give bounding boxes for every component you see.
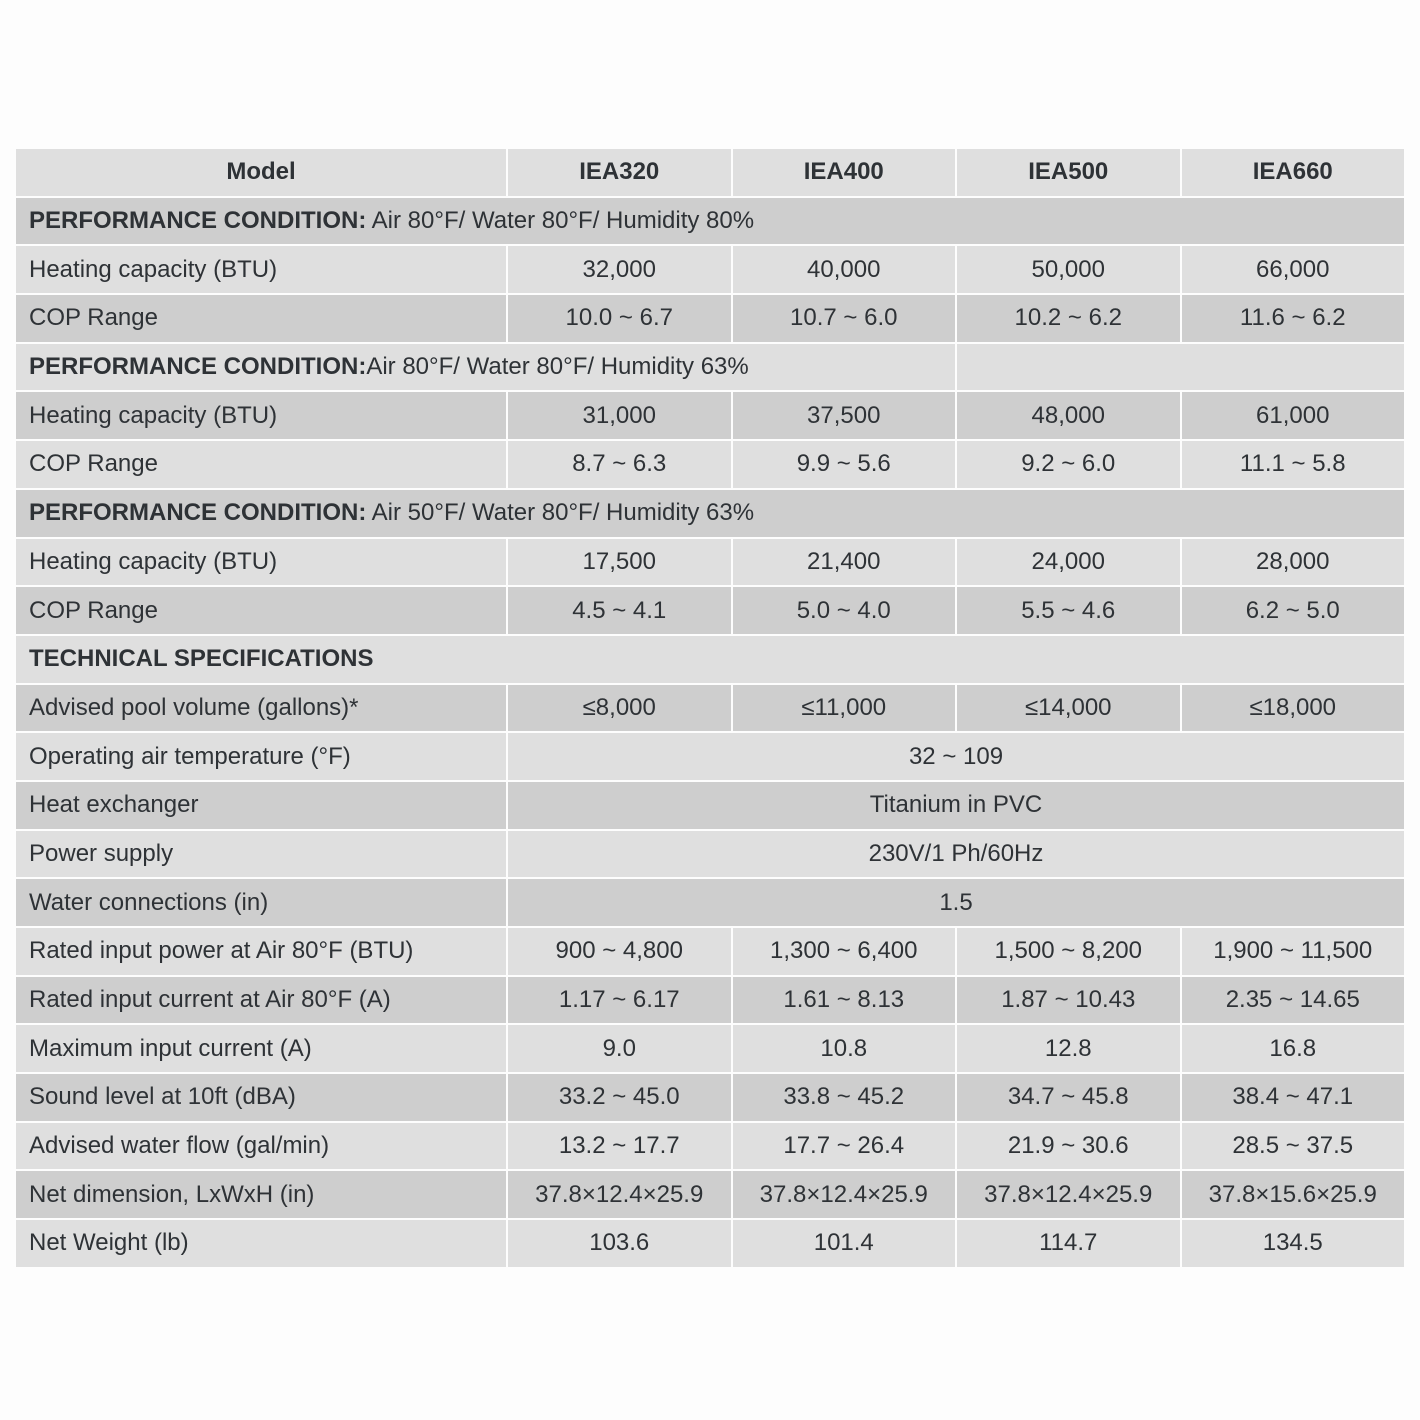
table-cell: 114.7	[956, 1219, 1181, 1268]
row-label: Heating capacity (BTU)	[15, 245, 507, 294]
table-row	[15, 538, 1405, 587]
table-row	[15, 586, 1405, 635]
row-label: COP Range	[15, 440, 507, 489]
table-row	[15, 684, 1405, 733]
table-row	[15, 1219, 1405, 1268]
table-cell: 33.2 ~ 45.0	[507, 1073, 732, 1122]
table-cell: 37.8×15.6×25.9	[1181, 1170, 1406, 1219]
table-cell: 6.2 ~ 5.0	[1181, 586, 1406, 635]
table-cell: 9.9 ~ 5.6	[732, 440, 957, 489]
table-cell: 12.8	[956, 1024, 1181, 1073]
table-cell: 2.35 ~ 14.65	[1181, 976, 1406, 1025]
section-condition-3	[15, 489, 1405, 538]
table-cell: 33.8 ~ 45.2	[732, 1073, 957, 1122]
table-cell: 17,500	[507, 538, 732, 587]
table-row	[15, 927, 1405, 976]
row-label: Heating capacity (BTU)	[15, 538, 507, 587]
table-cell: 50,000	[956, 245, 1181, 294]
row-label: Sound level at 10ft (dBA)	[15, 1073, 507, 1122]
table-cell: 1.61 ~ 8.13	[732, 976, 957, 1025]
table-cell-merged: 32 ~ 109	[507, 732, 1405, 781]
table-cell: 10.7 ~ 6.0	[732, 294, 957, 343]
table-cell: 1,300 ~ 6,400	[732, 927, 957, 976]
table-cell: 24,000	[956, 538, 1181, 587]
row-label: Net Weight (lb)	[15, 1219, 507, 1268]
table-cell-merged: Titanium in PVC	[507, 781, 1405, 830]
row-label: COP Range	[15, 586, 507, 635]
table-row	[15, 1122, 1405, 1171]
table-cell-merged: 230V/1 Ph/60Hz	[507, 830, 1405, 879]
model-iea660-header: IEA660	[1181, 148, 1406, 197]
table-cell: 10.0 ~ 6.7	[507, 294, 732, 343]
row-label: Power supply	[15, 830, 507, 879]
row-label: Advised pool volume (gallons)*	[15, 684, 507, 733]
table-cell: 37.8×12.4×25.9	[732, 1170, 957, 1219]
table-cell: 61,000	[1181, 391, 1406, 440]
section-detail: Air 50°F/ Water 80°F/ Humidity 63%	[366, 499, 755, 527]
table-row	[15, 1170, 1405, 1219]
table-cell: 103.6	[507, 1219, 732, 1268]
row-label: Operating air temperature (°F)	[15, 732, 507, 781]
table-cell: 5.5 ~ 4.6	[956, 586, 1181, 635]
section-row	[15, 489, 1405, 538]
table-cell: 13.2 ~ 17.7	[507, 1122, 732, 1171]
table-cell: 48,000	[956, 391, 1181, 440]
table-cell: 1,500 ~ 8,200	[956, 927, 1181, 976]
table-cell: 101.4	[732, 1219, 957, 1268]
table-cell: 11.6 ~ 6.2	[1181, 294, 1406, 343]
table-cell: 37.8×12.4×25.9	[507, 1170, 732, 1219]
row-label: Heat exchanger	[15, 781, 507, 830]
section-row	[15, 197, 1405, 246]
table-row	[15, 391, 1405, 440]
table-cell: 1.87 ~ 10.43	[956, 976, 1181, 1025]
empty-cell	[956, 343, 1405, 392]
model-iea400-header: IEA400	[732, 148, 957, 197]
section-condition-2	[15, 343, 956, 392]
table-cell: 134.5	[1181, 1219, 1406, 1268]
section-detail: Air 80°F/ Water 80°F/ Humidity 63%	[366, 353, 749, 381]
section-title: PERFORMANCE CONDITION:	[29, 353, 367, 381]
section-title: TECHNICAL SPECIFICATIONS	[29, 645, 374, 673]
table-cell: 10.8	[732, 1024, 957, 1073]
model-iea320-header: IEA320	[507, 148, 732, 197]
section-title: PERFORMANCE CONDITION:	[29, 499, 367, 527]
table-row	[15, 440, 1405, 489]
section-detail: Air 80°F/ Water 80°F/ Humidity 80%	[366, 207, 755, 235]
table-cell: 21,400	[732, 538, 957, 587]
table-cell: ≤18,000	[1181, 684, 1406, 733]
table-cell: 1,900 ~ 11,500	[1181, 927, 1406, 976]
row-label: Rated input power at Air 80°F (BTU)	[15, 927, 507, 976]
row-label: Rated input current at Air 80°F (A)	[15, 976, 507, 1025]
table-cell: 900 ~ 4,800	[507, 927, 732, 976]
table-cell: 32,000	[507, 245, 732, 294]
section-condition-1	[15, 197, 1405, 246]
row-label: Maximum input current (A)	[15, 1024, 507, 1073]
model-iea500-header: IEA500	[956, 148, 1181, 197]
row-label: Water connections (in)	[15, 878, 507, 927]
table-row	[15, 878, 1405, 927]
row-label: Heating capacity (BTU)	[15, 391, 507, 440]
table-cell: 28.5 ~ 37.5	[1181, 1122, 1406, 1171]
table-cell-merged: 1.5	[507, 878, 1405, 927]
model-header: Model	[15, 148, 507, 197]
table-cell: 9.0	[507, 1024, 732, 1073]
header-row	[15, 148, 1405, 197]
table-row	[15, 1073, 1405, 1122]
row-label: Net dimension, LxWxH (in)	[15, 1170, 507, 1219]
table-cell: ≤14,000	[956, 684, 1181, 733]
table-row	[15, 976, 1405, 1025]
table-cell: 28,000	[1181, 538, 1406, 587]
table-cell: 38.4 ~ 47.1	[1181, 1073, 1406, 1122]
table-cell: 10.2 ~ 6.2	[956, 294, 1181, 343]
table-cell: 17.7 ~ 26.4	[732, 1122, 957, 1171]
table-row	[15, 1024, 1405, 1073]
section-row	[15, 343, 1405, 392]
table-row	[15, 732, 1405, 781]
section-technical-specifications	[15, 635, 1405, 684]
table-cell: 4.5 ~ 4.1	[507, 586, 732, 635]
row-label: COP Range	[15, 294, 507, 343]
table-cell: 9.2 ~ 6.0	[956, 440, 1181, 489]
table-cell: 37,500	[732, 391, 957, 440]
table-cell: 11.1 ~ 5.8	[1181, 440, 1406, 489]
table-cell: 21.9 ~ 30.6	[956, 1122, 1181, 1171]
table-cell: 40,000	[732, 245, 957, 294]
table-cell: 5.0 ~ 4.0	[732, 586, 957, 635]
table-cell: 16.8	[1181, 1024, 1406, 1073]
table-row	[15, 245, 1405, 294]
table-cell: 66,000	[1181, 245, 1406, 294]
table-cell: 37.8×12.4×25.9	[956, 1170, 1181, 1219]
table-cell: 8.7 ~ 6.3	[507, 440, 732, 489]
table-row	[15, 830, 1405, 879]
row-label: Advised water flow (gal/min)	[15, 1122, 507, 1171]
table-cell: 34.7 ~ 45.8	[956, 1073, 1181, 1122]
specifications-table	[14, 147, 1406, 1269]
section-row	[15, 635, 1405, 684]
table-cell: ≤8,000	[507, 684, 732, 733]
table-row	[15, 294, 1405, 343]
table-cell: 31,000	[507, 391, 732, 440]
table-row	[15, 781, 1405, 830]
table-cell: ≤11,000	[732, 684, 957, 733]
section-title: PERFORMANCE CONDITION:	[29, 207, 367, 235]
table-cell: 1.17 ~ 6.17	[507, 976, 732, 1025]
